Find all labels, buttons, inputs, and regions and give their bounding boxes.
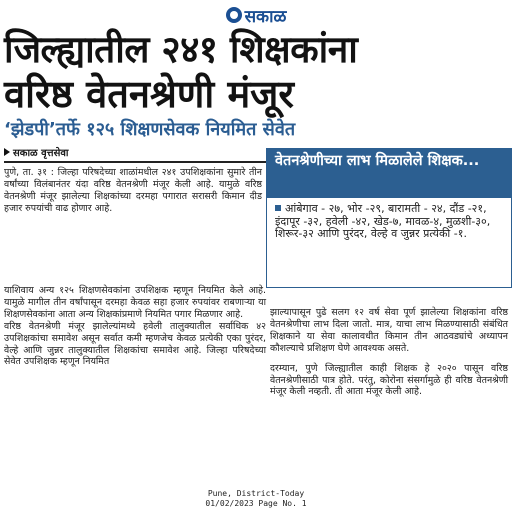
info-box-content: आंबेगाव - २७, भोर -२९, बारामती - २४, दौंड -२१, इंदापूर -३२, हवेली -४२, खेड-७, मावळ-४, मुळशी-३०, शिरूर-३२ आणि पुरंदर, वेल्हे व जुन्नर प्रत्येकी -१.: [275, 202, 491, 241]
article-top-column: [4, 167, 262, 215]
sakal-logo: [226, 4, 287, 27]
sakal-logo-icon: [226, 7, 242, 23]
info-box: [266, 148, 512, 288]
page-footer: [4, 489, 508, 509]
article-right-column: [270, 307, 508, 398]
square-bullet-icon: [275, 205, 281, 211]
logo-text: सकाळ: [244, 6, 287, 27]
article-paragraph: याशिवाय अन्य १२५ शिक्षणसेवकांना उपशिक्षक म्हणून नियमित केले आहे. यामुळे मागील तीन वर्षांपासून दरमहा केवळ सहा हजार रुपयांवर राबणाऱ्या या शिक्षणसेवकांना आता अन्य शिक्षकांप्रमाणे नियमित पगार मिळणार आहे.: [4, 285, 266, 320]
article-paragraph: दरम्यान, पुणे जिल्ह्यातील काही शिक्षक हे २०२० पासून वरिष्ठ वेतनश्रेणीसाठी पात्र होते. परंतु, कोरोना संसर्गामुळे ही वरिष्ठ वेतनश्रेणी मंजूर केली नव्हती. ती आता मंजूर केली आहे.: [270, 362, 508, 398]
article-left-column: [4, 285, 266, 368]
headline-line-2: वरिष्ठ वेतनश्रेणी मंजूर: [4, 72, 294, 116]
info-box-body: [267, 198, 511, 245]
byline: [4, 145, 69, 159]
info-box-title: वेतनश्रेणीच्या लाभ मिळालेले शिक्षक...: [267, 149, 511, 198]
subheadline: ‘झेडपी’तर्फे १२५ शिक्षणसेवक नियमित सेवेत: [4, 119, 296, 140]
article-paragraph: पुणे, ता. ३१ : जिल्हा परिषदेच्या शाळांमधील २४१ उपशिक्षकांना सुमारे तीन वर्षांच्या विलंबानंतर यंदा वरिष्ठ वेतनश्रेणी मंजूर केली आहे. यामुळे वरिष्ठ वेतनश्रेणी मंजूर झालेल्या शिक्षकांच्या दरमहा पगारात सरासरी किमान दीड हजार रुपयांची वाढ होणार आहे.: [4, 167, 262, 214]
triangle-bullet-icon: [4, 148, 10, 156]
byline-text: सकाळ वृत्तसेवा: [13, 148, 69, 159]
headline-line-1: जिल्ह्यातील २४१ शिक्षकांना: [4, 28, 358, 71]
footer-date-page: 01/02/2023 Page No. 1: [205, 499, 307, 508]
article-paragraph: झाल्यापासून पुढे सलग १२ वर्ष सेवा पूर्ण झालेल्या शिक्षकांना वरिष्ठ वेतनश्रेणीचा लाभ दिला जातो. मात्र, याचा लाभ मिळण्यासाठी संबंधित शिक्षकाने या सेवा कालावधीत किमान तीन आठवड्यांचे अध्यापन कौशल्याचे प्रशिक्षण घेणे आवश्यक असते.: [270, 307, 508, 354]
article-paragraph: वरिष्ठ वेतनश्रेणी मंजूर झालेल्यांमध्ये हवेली तालुक्यातील सर्वाधिक ४२ उपशिक्षकांचा समावेश असून सर्वात कमी म्हणजेच केवळ प्रत्येकी एका पुरंदर, वेल्हे आणि जुन्नर तालुक्यातील शिक्षकांचा समावेश आहे. जिल्हा परिषदेच्या सेवेत उपशिक्षक म्हणून नियमित: [4, 320, 266, 368]
footer-edition: Pune, District-Today: [207, 489, 305, 498]
masthead: [0, 2, 512, 28]
